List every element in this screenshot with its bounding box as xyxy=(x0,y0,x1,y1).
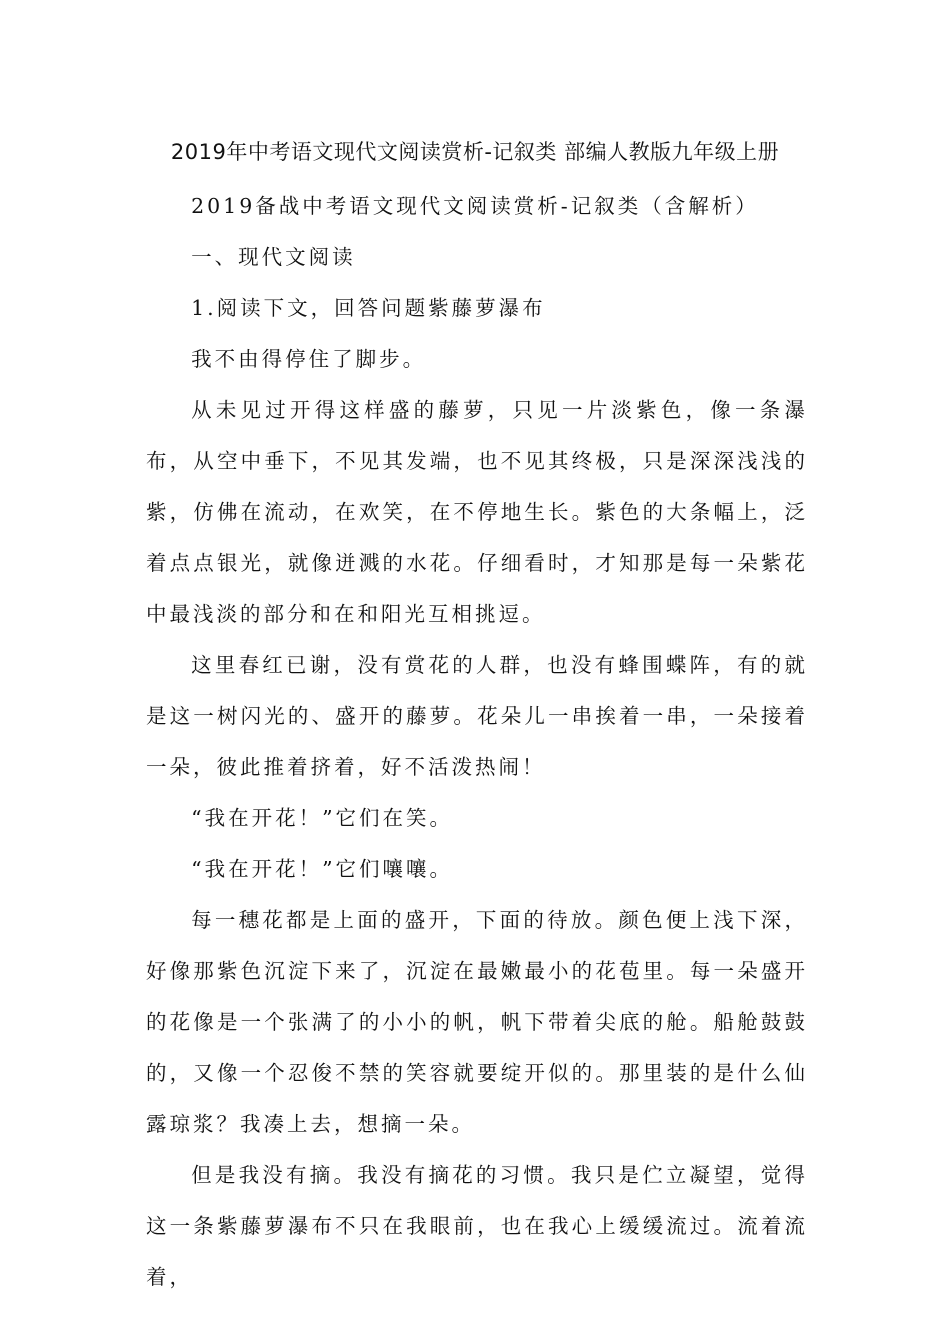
document-body xyxy=(146,181,808,1303)
text-paragraph: 每一穗花都是上面的盛开，下面的待放。颜色便上浅下深，好像那紫色沉淀下来了，沉淀在最嫩最小的花苞里。每一朵盛开的花像是一个张满了的小小的帆，帆下带着尖底的舱。船舱鼓鼓的，又像一个忍俊不禁的笑容就要绽开似的。那里装的是什么仙露琼浆？我凑上去，想摘一朵。 xyxy=(146,908,808,1136)
text-paragraph: 从未见过开得这样盛的藤萝，只见一片淡紫色，像一条瀑布，从空中垂下，不见其发端，也不见其终极，只是深深浅浅的紫，仿佛在流动，在欢笑，在不停地生长。紫色的大条幅上，泛着点点银光，就像迸溅的水花。仔细看时，才知那是每一朵紫花中最浅淡的部分和在和阳光互相挑逗。 xyxy=(146,398,808,626)
text-paragraph: 但是我没有摘。我没有摘花的习惯。我只是伫立凝望，觉得这一条紫藤萝瀑布不只在我眼前，也在我心上缓缓流过。流着流着， xyxy=(146,1163,808,1289)
text-paragraph: “我在开花！”它们嚷嚷。 xyxy=(191,857,454,881)
text-paragraph: “我在开花！”它们在笑。 xyxy=(191,806,454,830)
subtitle-paragraph: 2019备战中考语文现代文阅读赏析-记叙类（含解析） xyxy=(191,194,759,218)
question-heading: 1.阅读下文，回答问题紫藤萝瀑布 xyxy=(191,296,546,320)
text-paragraph: 我不由得停住了脚步。 xyxy=(191,347,427,371)
text-paragraph: 这里春红已谢，没有赏花的人群，也没有蜂围蝶阵，有的就是这一树闪光的、盛开的藤萝。花朵儿一串挨着一串，一朵接着一朵，彼此推着挤着，好不活泼热闹！ xyxy=(146,653,808,779)
section-heading: 一、现代文阅读 xyxy=(191,245,356,269)
document-title: 2019年中考语文现代文阅读赏析-记叙类 部编人教版九年级上册 xyxy=(170,140,780,164)
